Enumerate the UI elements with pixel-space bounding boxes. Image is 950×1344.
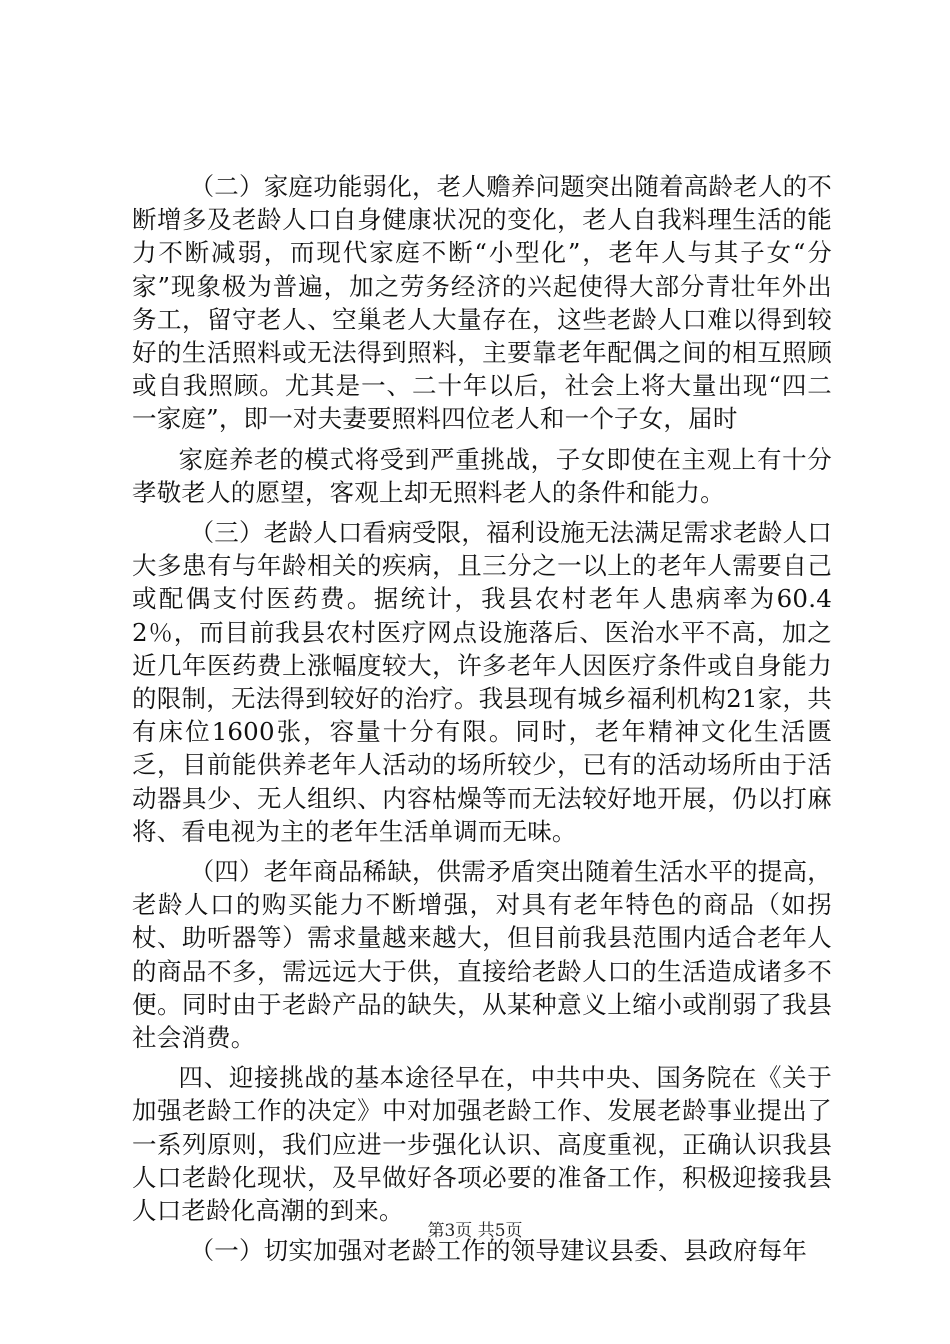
- paragraph-medical-welfare: （三）老龄人口看病受限，福利设施无法满足需求老龄人口大多患有与年龄相关的疾病，且三分之一以上的老年人需要自己或配偶支付医药费。据统计，我县农村老年人患病率为60.42％，而目前我县农村医疗网点设施落后、医治水平不高，加之近几年医药费上涨幅度较大，许多老年人因医疗条件或自身能力的限制，无法得到较好的治疗。我县现有城乡福利机构21家，共有床位1600张，容量十分有限。同时，老年精神文化生活匮乏，目前能供养老年人活动的场所较少，已有的活动场所由于活动器具少、无人组织、内容枯燥等而无法较好地开展，仍以打麻将、看电视为主的老年生活单调而无味。: [132, 518, 832, 846]
- paragraph-leadership: （一）切实加强对老龄工作的领导建议县委、县政府每年: [189, 1236, 808, 1266]
- page-footer: 第3页 共5页: [427, 1221, 523, 1241]
- paragraph-section-four: 四、迎接挑战的基本途径早在，中共中央、国务院在《关于加强老龄工作的决定》中对加强老龄工作、发展老龄事业提出了一系列原则，我们应进一步强化认识、高度重视，正确认识我县人口老龄化现状，及早做好各项必要的准备工作，积极迎接我县人口老龄化高潮的到来。: [132, 1063, 832, 1226]
- paragraph-family-care-model: 家庭养老的模式将受到严重挑战，子女即使在主观上有十分孝敬老人的愿望，客观上却无照料老人的条件和能力。: [132, 444, 832, 507]
- document-body: [132, 170, 832, 1275]
- paragraph-family-function: （二）家庭功能弱化，老人赡养问题突出随着高龄老人的不断增多及老龄人口自身健康状况的变化，老人自我料理生活的能力不断减弱，而现代家庭不断“小型化”，老年人与其子女“分家”现象极为普遍，加之劳务经济的兴起使得大部分青壮年外出务工，留守老人、空巢老人大量存在，这些老龄人口难以得到较好的生活照料或无法得到照料，主要靠老年配偶之间的相互照顾或自我照顾。尤其是一、二十年以后，社会上将大量出现“四二一家庭”，即一对夫妻要照料四位老人和一个子女，届时: [132, 172, 832, 434]
- paragraph-elderly-goods: （四）老年商品稀缺，供需矛盾突出随着生活水平的提高，老龄人口的购买能力不断增强，对具有老年特色的商品（如拐杖、助听器等）需求量越来越大，但目前我县范围内适合老年人的商品不多，需远远大于供，直接给老龄人口的生活造成诸多不便。同时由于老龄产品的缺失，从某种意义上缩小或削弱了我县社会消费。: [132, 857, 832, 1053]
